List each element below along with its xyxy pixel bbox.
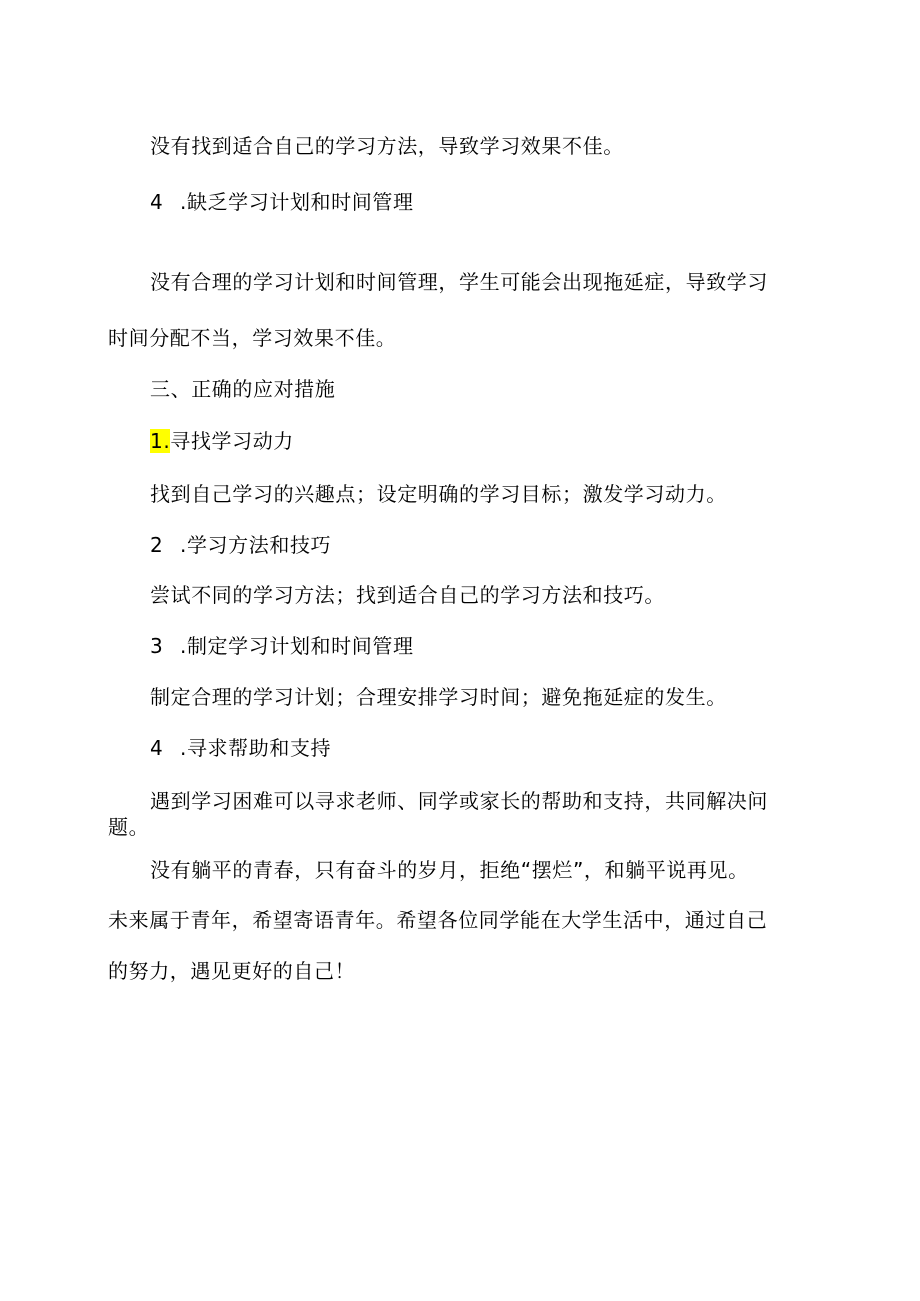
paragraph-line: 时间分配不当，学习效果不佳。	[108, 326, 397, 350]
measure-heading-4	[150, 735, 331, 761]
heading-text: .缺乏学习计划和时间管理	[180, 190, 414, 214]
heading-text: .学习方法和技巧	[180, 533, 332, 557]
paragraph: 制定合理的学习计划；合理安排学习时间；避免拖延症的发生。	[150, 685, 727, 709]
heading-text: .制定学习计划和时间管理	[180, 634, 414, 658]
paragraph: 尝试不同的学习方法；找到适合自己的学习方法和技巧。	[150, 583, 665, 607]
paragraph-line: 没有合理的学习计划和时间管理，学生可能会出现拖延症，导致学习	[150, 270, 768, 294]
paragraph: 没有找到适合自己的学习方法，导致学习效果不佳。	[150, 134, 624, 158]
paragraph-line: 题。	[108, 815, 150, 839]
paragraph-line: 的努力，遇见更好的自己！	[108, 959, 356, 983]
paragraph-line: 没有躺平的青春，只有奋斗的岁月，拒绝“摆烂”，和躺平说再见。	[150, 858, 749, 882]
section-heading: 三、正确的应对措施	[150, 377, 336, 401]
heading-number: 3	[150, 634, 164, 658]
heading-number: 4	[150, 736, 164, 760]
heading-item-4	[150, 189, 414, 215]
heading-text: .寻求帮助和支持	[180, 736, 332, 760]
measure-heading-1	[150, 428, 294, 454]
highlighted-number: 1.	[150, 429, 171, 453]
measure-heading-2	[150, 532, 331, 558]
heading-number: 4	[150, 190, 164, 214]
paragraph-line: 未来属于青年，希望寄语青年。希望各位同学能在大学生活中，通过自己	[108, 908, 768, 932]
measure-heading-3	[150, 633, 414, 659]
paragraph-line: 遇到学习困难可以寻求老师、同学或家长的帮助和支持，共同解决问	[150, 789, 768, 813]
paragraph: 找到自己学习的兴趣点；设定明确的学习目标；激发学习动力。	[150, 482, 727, 506]
heading-number: 2	[150, 533, 164, 557]
heading-text: 寻找学习动力	[170, 429, 294, 453]
